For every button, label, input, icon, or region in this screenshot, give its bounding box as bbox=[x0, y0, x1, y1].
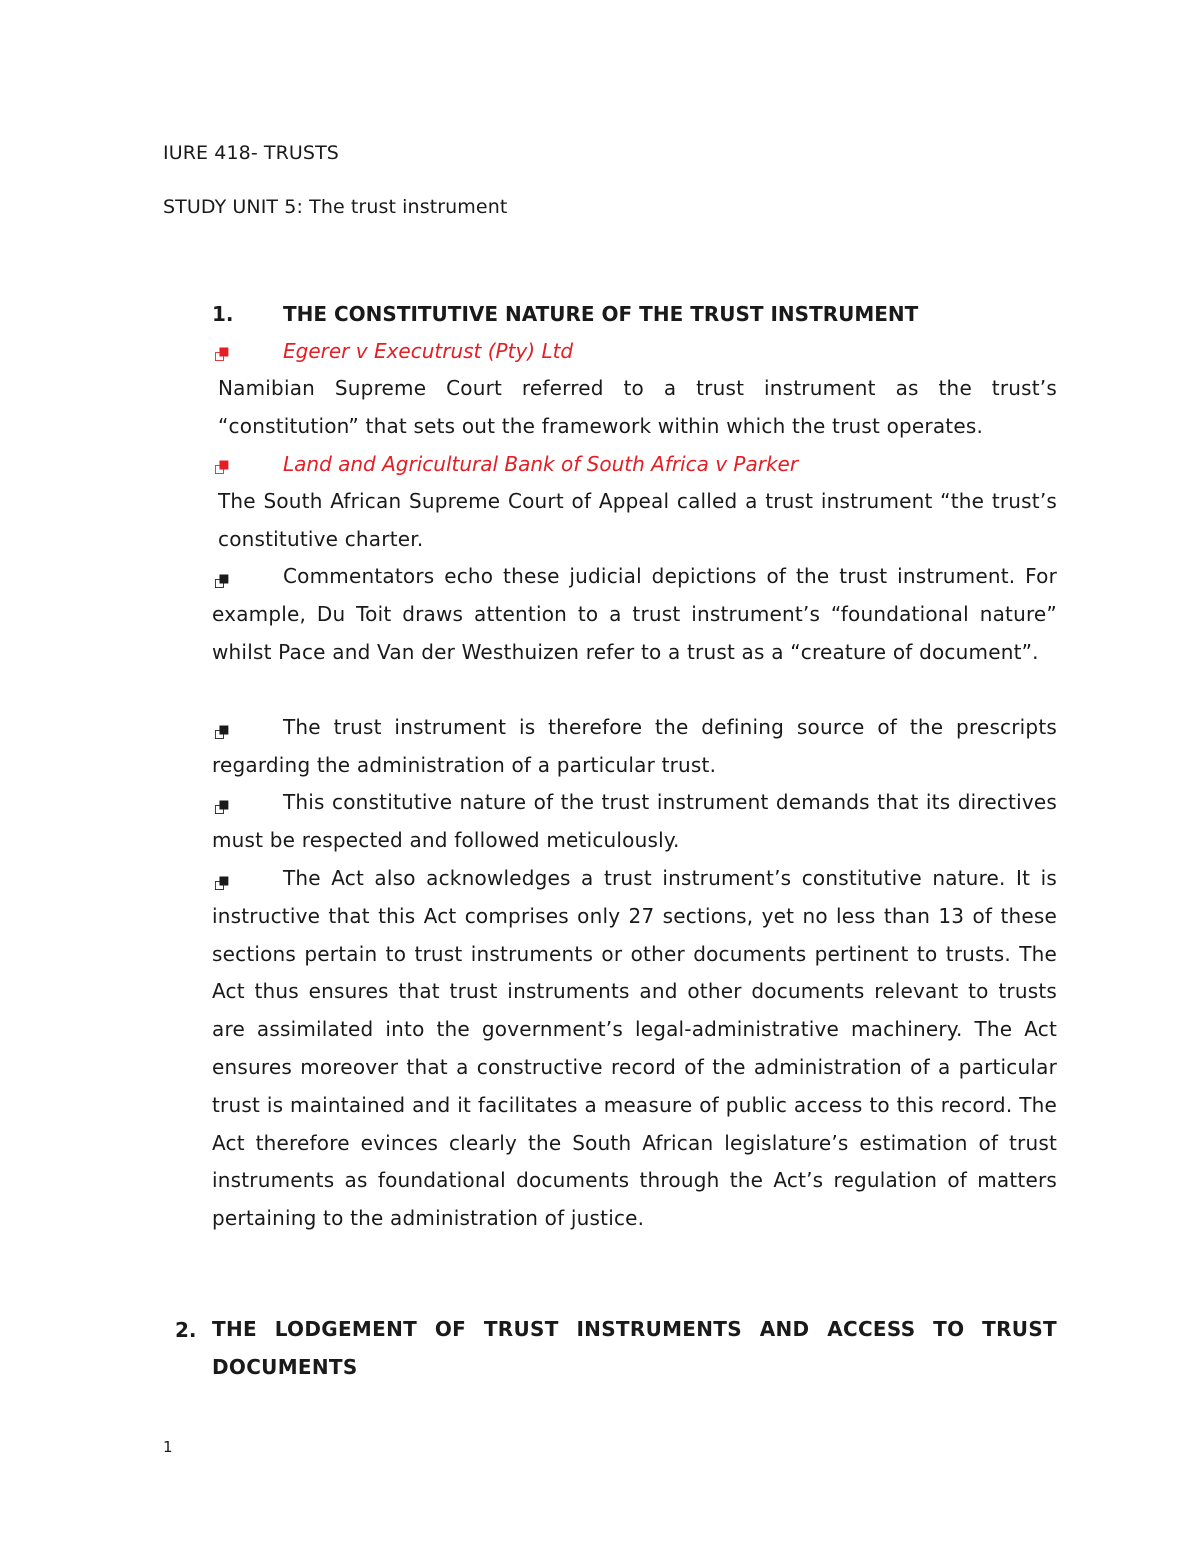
arrow-bullet-icon: ⮻ bbox=[214, 571, 230, 593]
point-2-text: The trust instrument is therefore the defining source of the prescripts regarding the administration of a particular trust. bbox=[212, 715, 1057, 777]
arrow-bullet-icon: ⮻ bbox=[214, 457, 230, 479]
point-1-text: Commentators echo these judicial depictions of the trust instrument. For example, Du Toit draws attention to a trust instrument’s “foundational nature” whilst Pace and Van der Westhuizen refer to a trust as a “creature of document”. bbox=[212, 564, 1057, 664]
section-2-number: 2. bbox=[175, 1318, 197, 1342]
case-2-name: Land and Agricultural Bank of South Africa v Parker bbox=[283, 452, 799, 476]
point-4-text: The Act also acknowledges a trust instrument’s constitutive nature. It is instructive that this Act comprises only 27 sections, yet no less than 13 of these sections pertain to trust instruments or other documents pertinent to trusts. The Act thus ensures that trust instruments and other documents relevant to trusts are assimilated into the government’s legal-administrative machinery. The Act ensures moreover that a constructive record of the administration of a particular trust is maintained and it facilitates a measure of public access to this record. The Act therefore evinces clearly the South African legislature’s estimation of trust instruments as foundational documents through the Act’s regulation of matters pertaining to the administration of justice. bbox=[212, 866, 1057, 1231]
course-title: IURE 418- TRUSTS bbox=[163, 142, 339, 164]
arrow-bullet-icon: ⮻ bbox=[214, 344, 230, 366]
arrow-bullet-icon: ⮻ bbox=[214, 722, 230, 744]
case-1-text: Namibian Supreme Court referred to a trust instrument as the trust’s “constitution” that sets out the framework within which the trust operates. bbox=[218, 376, 1057, 438]
section-1-number: 1. bbox=[212, 302, 234, 326]
point-3-text: This constitutive nature of the trust instrument demands that its directives must be respected and followed meticulously. bbox=[212, 790, 1057, 852]
case-2-text: The South African Supreme Court of Appeal called a trust instrument “the trust’s constitutive charter. bbox=[218, 489, 1057, 551]
case-1-name: Egerer v Executrust (Pty) Ltd bbox=[283, 339, 574, 363]
unit-title: STUDY UNIT 5: The trust instrument bbox=[163, 196, 508, 218]
arrow-bullet-icon: ⮻ bbox=[214, 797, 230, 819]
section-1-title: THE CONSTITUTIVE NATURE OF THE TRUST INSTRUMENT bbox=[283, 302, 919, 326]
section-2-title: THE LODGEMENT OF TRUST INSTRUMENTS AND ACCESS TO TRUST DOCUMENTS bbox=[212, 1317, 1057, 1379]
arrow-bullet-icon: ⮻ bbox=[214, 873, 230, 895]
page-number: 1 bbox=[163, 1438, 173, 1456]
